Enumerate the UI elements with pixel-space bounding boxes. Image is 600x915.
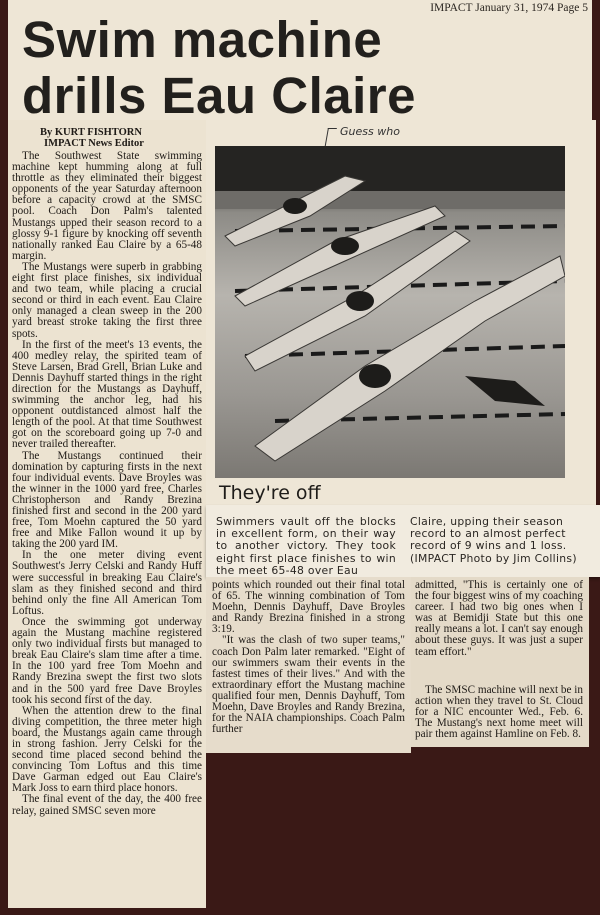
photo-illustration — [215, 146, 565, 478]
article-paragraph: The Mustangs continued their domination by capturing firsts in the next four individual events. Dave Broyles was the winner in the 1000 yard free, Charles Christopherson and Randy Brezina finished first and second in the 200 yard free, Tom Moehn captured the 50 yard free and Mike Fallon wound it up by taking the 200 yard IM. — [12, 449, 202, 551]
article-paragraph: "It was the clash of two super teams," coach Don Palm later remarked. "Eight of our swimmers swam their events in the fastest times of their lives." And with the extraordinary effort the Mustang machine qualified four men, Dennis Dayhuff, Tom Moehn, Dave Broyles and Randy Brezina, for the NAIA championships. Coach Palm further — [212, 634, 405, 736]
article-paragraph: In the one meter diving event Southwest's Jerry Celski and Randy Huff were successful in breaking Eau Claire's slam as they finished second and third behind only the fine All American Tom Loftus. — [12, 549, 202, 617]
photo-cutline-part-2: Claire, upping their season record to an almost perfect record of 9 wins and 1 loss. (IMPACT Photo by Jim Collins) — [410, 515, 577, 565]
article-paragraph: admitted, "This is certainly one of the four biggest wins of my coaching career. I had two big ones when I was at Bemidji State but this one really means a lot. I can't say enough about these guys. It was just a super team effort." — [415, 579, 583, 658]
article-paragraph: The Mustangs were superb in grabbing eight first place finishes, six individual and two team, while placing a crucial second or third in each event. Eau Claire only managed a clean sweep in the 200 yard breast stroke taking the first three spots. — [12, 260, 202, 340]
byline — [40, 127, 144, 149]
article-paragraph: points which rounded out their final total of 65. The winning combination of Tom Moehn, Dennis Dayhuff, Dave Broyles and Randy Brezina finished in a strong 3:19. — [212, 579, 405, 636]
article-paragraph: When the attention drew to the final diving competition, the three meter high board, the Mustangs again came through in strong fashion. Jerry Celski for the second time placed second behind the convincing Tom Loftus and this time Dave Garman edged out Eau Claire's Mark Joss to earn third place honors. — [12, 704, 202, 795]
headline-line-1: Swim machine — [22, 11, 383, 68]
article-paragraph: The final event of the day, the 400 free relay, gained SMSC seven more — [12, 793, 202, 817]
photo-cutline-part-1: Swimmers vault off the blocks in excellent form, on their way to another victory. They took eight first place finishes to win the meet 65-48 over Eau — [216, 515, 396, 577]
photo-caption-title: They're off — [219, 482, 321, 504]
article-right-column — [415, 580, 583, 740]
handwritten-note: Guess who — [340, 125, 400, 138]
article-paragraph: The Southwest State swimming machine kept humming along at full throttle as they eliminated their biggest opponents of the year Saturday afternoon before a capacity crowd at the SMSC pool. Coach Don Palm's talented Mustangs upped their season record to a glossy 9-1 figure by knocking off seventh nationally ranked Eau Claire by a 65-48 margin. — [12, 150, 202, 262]
headline — [22, 12, 416, 124]
headline-line-2: drills Eau Claire — [22, 67, 416, 124]
photo-swimmers-diving — [215, 146, 565, 478]
article-left-column — [12, 151, 202, 817]
byline-author: By KURT FISHTORN — [40, 127, 142, 138]
byline-title: IMPACT News Editor — [44, 138, 144, 149]
article-paragraph: The SMSC machine will next be in action when they travel to St. Cloud for a NIC encounter Wed., Feb. 6. The Mustang's next home meet will pair them against Hamline on Feb. 8. — [415, 683, 583, 741]
article-paragraph: In the first of the meet's 13 events, the 400 medley relay, the spirited team of Steve Larsen, Brad Grell, Brian Luke and Dennis Dayhuff started things in the right direction for the Mustangs as Dayhuff, swimming the anchor leg, had his opponent outdistanced almost half the length of the pool. At that time Southwest got on the scoreboard going up 7-0 and never trailed thereafter. — [12, 338, 202, 451]
article-middle-column — [212, 580, 405, 735]
article-paragraph: Once the swimming got underway again the Mustang machine registered only two individual firsts but managed to break Eau Claire's slam time after a time. In the 100 yard free Tom Moehn and Randy Brezina swept the first two slots and in the 500 yard free Dave Broyles took his second first of the day. — [12, 615, 202, 706]
page-dateline: IMPACT January 31, 1974 Page 5 — [430, 2, 588, 14]
